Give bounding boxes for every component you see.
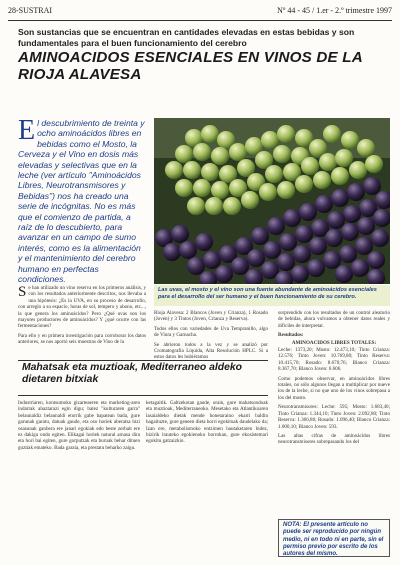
header-rule xyxy=(8,20,392,21)
middle-paragraph-3: Se abrieron todos a la vez y se analizó por Cromatografía Líquida, Alta Resolución HPLC. Si a estos datos les hubiéramos xyxy=(154,341,268,361)
grapes-photo xyxy=(154,118,390,284)
grapes-illustration xyxy=(154,118,390,284)
intro-drop-cap: E xyxy=(18,115,36,146)
kicker: Son sustancias que se encuentran en cantidades elevadas en estas bebidas y son fundamentales para el buen funcionamiento del cerebro xyxy=(18,27,355,48)
article-title: AMINOACIDOS ESENCIALES EN VINOS DE LA RIOJA ALAVESA xyxy=(18,49,363,83)
issue-info: Nº 44 - 45 / 1.er - 2.º trimestre 1997 xyxy=(277,6,392,15)
column-left xyxy=(18,285,146,349)
basque-column-2 xyxy=(146,400,268,448)
copyright-note: NOTA: El presente artículo no puede ser reproducido por ningún medio, ni en todo ni en parte, sin el permiso previo por escrito de los autores del mismo. xyxy=(278,519,390,557)
basque-column-1 xyxy=(18,400,140,454)
column-right xyxy=(278,310,390,449)
results-heading: Resultados: xyxy=(278,332,304,339)
intro-paragraph xyxy=(18,115,146,285)
right-paragraph-1: sorprendido con los resultados de un control aleatorio de bebidas, ahora volvamos a obtener datos reales y difíciles de interpretar. xyxy=(278,310,390,329)
page-header xyxy=(8,6,392,18)
column-middle xyxy=(154,310,268,364)
left-paragraph-2: Para ello y en primera investigación para corroborar los datos anteriores, se nos aportó seis muestras de Vino de la xyxy=(18,332,146,346)
intro-text: l descubrimiento de treinta y ocho aminoácidos libres en bebidas como el Mosto, la Cerveza y el Vino en dosis más elevadas y selectivas que en la leche (ver artículo "Aminoácidos Libres, Neurotransmisores y Bebidas") nos ha creado una serie de incógnitas. No es más que el comienzo de partida, a raíz de lo descubierto, para avanzar en un campo de sumo interés, como es la alimentación y el mantenimiento del cerebro humano en perfectas condiciones. xyxy=(18,118,145,285)
middle-paragraph-2: Todos ellos con variedades de Uva Tempranillo, algo de Viura y Garnacha. xyxy=(154,325,268,339)
right-paragraph-3: Las altas cifras de aminoácidos libres neurotransmisores sobrepasando los del xyxy=(278,432,390,446)
middle-paragraph-1: Rioja Alavesa: 2 Blancos (Joven y Crianza), 1 Rosado (Joven) y 3 Tintos (Joven, Crianza y Reserva). xyxy=(154,310,268,323)
basque-text-2: ketagaitik. Galtzekotan gaude, orain, gure mahatsondoak eta muztioak, Mediterraneoko. Mesetako eta Atlantikoaren lasaialdeko dietak mende honetaraino ekarri baldin bagaituzte, gure geneen dieta horri egokituak daudelako da; Izan ere, metabolismoko entzimen hautaketaren bidez, bizirik irauteko egokienoko borrokan, gure ekosistemari egokitu gatzaizkio. xyxy=(146,400,268,445)
left-paragraph-1: Se han utilizado un vino reserva en los primeros análisis, y con los resultados anteriormente descritos, nos llevaba a una hipótesis: ¿Es la UVA, en su proceso de desarrollo, con arreglo a su espacio, horas de sol, tempero y abono, etc..., la que genera los aminoácidos? Pero ¿Qué uvas son los mayores productores de aminoácidos? Y ¿qué ocurre con las fermentaciones? xyxy=(18,284,146,330)
results-title: AMINOACIDOS LIBRES TOTALES: xyxy=(291,339,377,346)
results-values: Leche: 1373,20; Mosto: 12.473,10; Tinto Crianza: 12.576; Tinto Joven: 10.769,80; Tinto Reserva: 10.415,70; Rosado: 8.670,76; Blanco Crianza: 8.367,70; Blanco Joven: 6.606. xyxy=(278,347,390,373)
basque-title: Mahatsak eta muztioak, Mediterraneo aldeko dietaren bitxiak xyxy=(22,362,243,385)
right-paragraph-2: Como podemos observar, en aminoácidos libres totales, no sólo algunos llegan a multiplicar por nueve los de la leche, si no que uno de los vinos sobrepasa a los del mosto. xyxy=(278,375,390,401)
basque-text-1: Industriaren, kontsumoko gizarteaeren eta marketing-aren indarrak ahaztarazi egin digu; batez "kulturaren garra" belaunaldiz belaunaldi etorrik gabe bapatean bada, gure garunak garatu, datuak gaude, eta oso horiek aberatsa bizi osasunak ganbera ere janari egokiak edo beste zerbait ere ez dakigu ondo egiten. Elikagai horiek natural arnasa dira eta hori bai egiten, gure gorputzak eta buruak behar dituen guztiak emateko. Bada garaia, eta prestatu beharko zaigu. xyxy=(18,400,140,451)
left-drop-cap: S xyxy=(18,284,27,300)
photo-caption: Las uvas, el mosto y el vino son una fuente abundante de aminoácidos esenciales para el desarrollo del ser humano y el buen funcionamiento de su cerebro. xyxy=(154,285,390,306)
neurotransmitter-values: Neurotransmisores: Leche: 595; Mosto: 1.683,40; Tinto Crianza: 1.344,10; Tinto Joven: 2.092,80; Tinto Reserva: 1.366,86; Rosado: 1.096,40; Blanco Crianza: 1.000,10; Blanco Joven: 593. xyxy=(278,404,390,430)
page-label: 28-SUSTRAI xyxy=(8,6,53,15)
